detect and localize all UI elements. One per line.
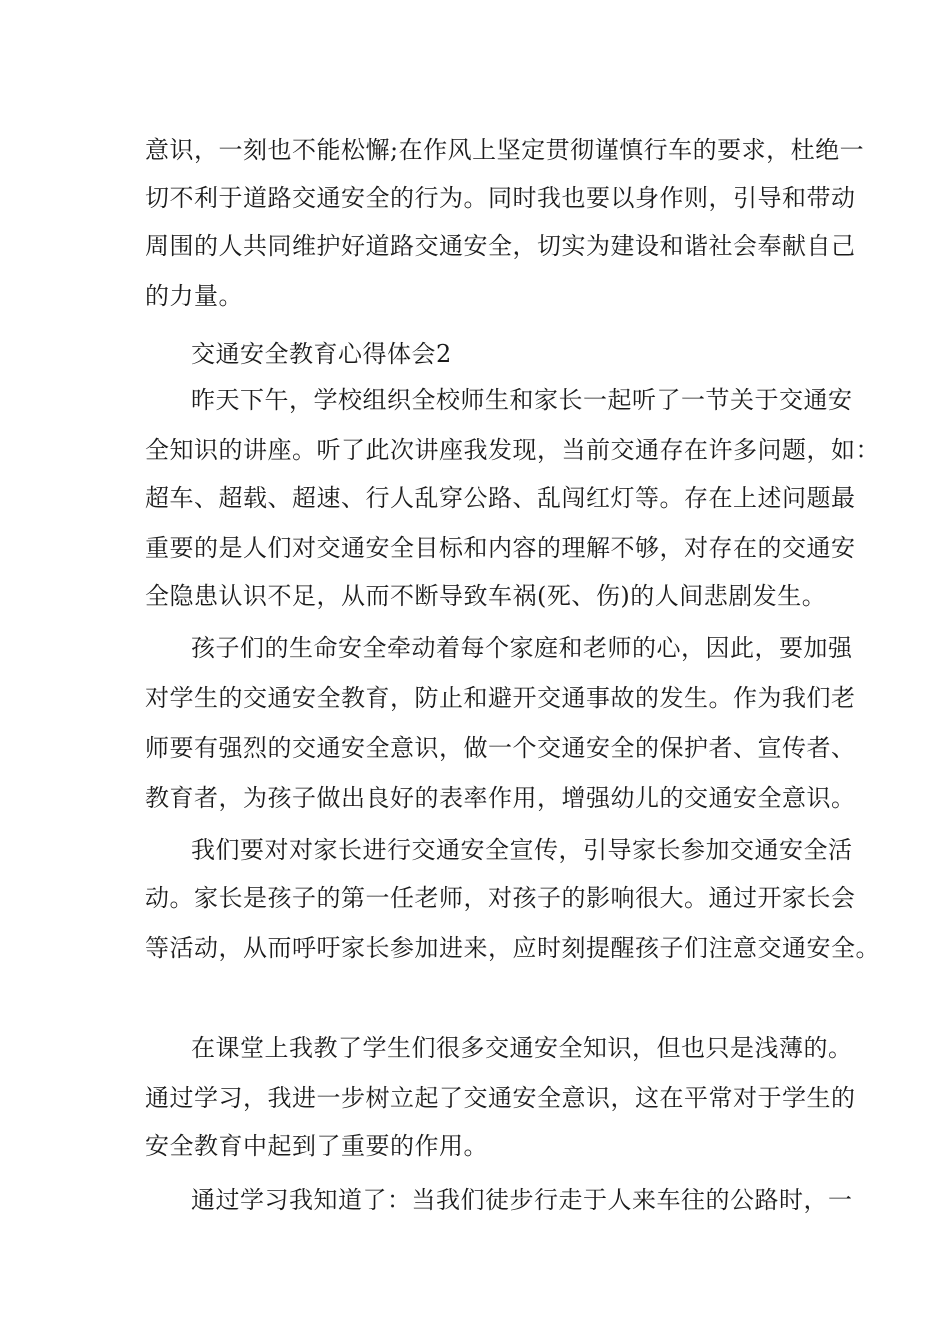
text-line: 切不利于道路交通安全的行为。同时我也要以身作则，引导和带动 [145, 184, 856, 212]
text-line: 重要的是人们对交通安全目标和内容的理解不够，对存在的交通安 [145, 534, 856, 562]
text-line: 通过学习，我进一步树立起了交通安全意识，这在平常对于学生的 [145, 1084, 856, 1112]
text-line: 周围的人共同维护好道路交通安全，切实为建设和谐社会奉献自己 [145, 232, 856, 260]
text-line: 通过学习我知道了：当我们徒步行走于人来车往的公路时，一 [191, 1186, 853, 1214]
text-line: 孩子们的生命安全牵动着每个家庭和老师的心，因此，要加强 [191, 634, 853, 662]
text-line: 昨天下午，学校组织全校师生和家长一起听了一节关于交通安 [191, 386, 853, 414]
text-line: 超车、超载、超速、行人乱穿公路、乱闯红灯等。存在上述问题最 [145, 484, 856, 512]
text-line: 师要有强烈的交通安全意识，做一个交通安全的保护者、宣传者、 [145, 734, 856, 762]
text-line: 全知识的讲座。听了此次讲座我发现，当前交通存在许多问题，如： [145, 436, 880, 464]
text-line: 全隐患认识不足，从而不断导致车祸(死、伤)的人间悲剧发生。 [145, 582, 827, 610]
text-line: 对学生的交通安全教育，防止和避开交通事故的发生。作为我们老 [145, 684, 856, 712]
text-line: 我们要对对家长进行交通安全宣传，引导家长参加交通安全活 [191, 836, 853, 864]
text-line: 教育者，为孩子做出良好的表率作用，增强幼儿的交通安全意识。 [145, 784, 856, 812]
section-heading: 交通安全教育心得体会2 [191, 340, 452, 368]
text-line: 的力量。 [145, 282, 243, 310]
text-line: 意识，一刻也不能松懈;在作风上坚定贯彻谨慎行车的要求，杜绝一 [145, 136, 865, 164]
text-line: 动。家长是孩子的第一任老师，对孩子的影响很大。通过开家长会 [145, 884, 856, 912]
text-line: 在课堂上我教了学生们很多交通安全知识，但也只是浅薄的。 [191, 1034, 853, 1062]
text-line: 等活动，从而呼吁家长参加进来，应时刻提醒孩子们注意交通安全。 [145, 934, 880, 962]
text-line: 安全教育中起到了重要的作用。 [145, 1132, 488, 1160]
